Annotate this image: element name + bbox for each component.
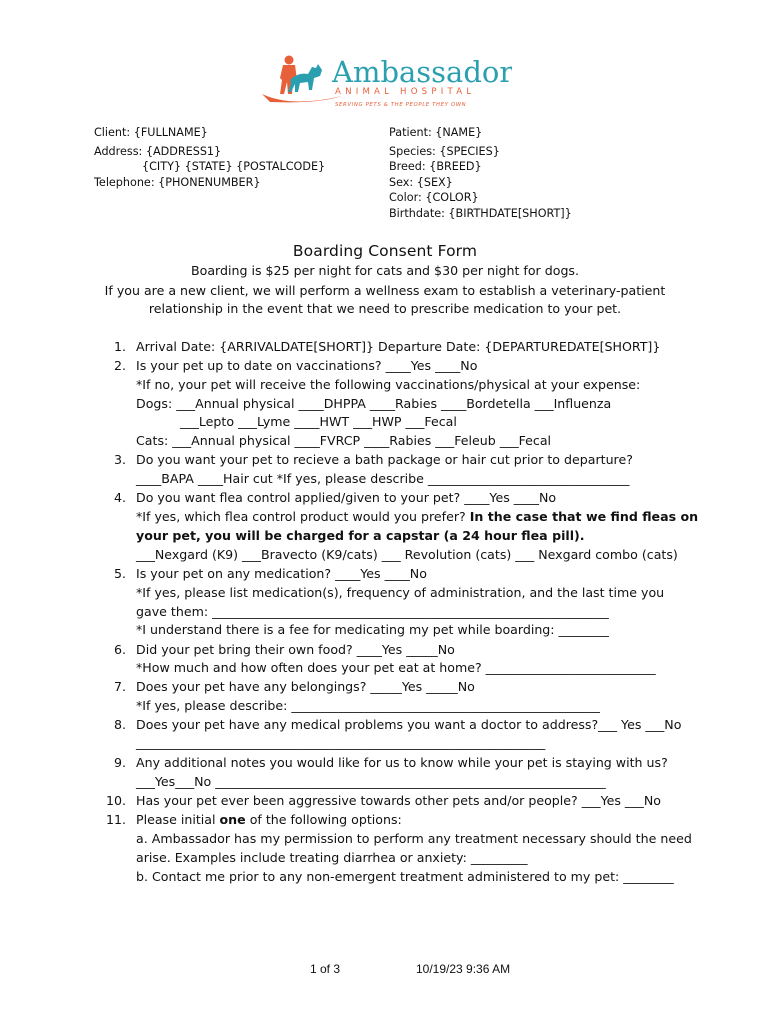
- question-6-note: *How much and how often does your pet eat at home? ___________________________: [136, 660, 656, 675]
- question-3-text: Do you want your pet to recieve a bath package or hair cut prior to departure?: [136, 452, 633, 467]
- hospital-logo: [262, 50, 512, 112]
- question-2-text: Is your pet up to date on vaccinations? ____Yes ____No: [136, 358, 478, 373]
- client-name: Client: {FULLNAME}: [94, 126, 208, 139]
- patient-color: Color: {COLOR}: [389, 191, 479, 205]
- logo-tagline-text: SERVING PETS & THE PEOPLE THEY OWN: [335, 102, 467, 108]
- question-5-gave: gave them: _______________________________________________________________: [136, 604, 609, 619]
- logo-name-text: Ambassador: [332, 55, 512, 89]
- question-11-text: [136, 811, 402, 830]
- patient-name: Patient: {NAME}: [389, 126, 483, 139]
- question-number: 1.: [113, 339, 126, 354]
- question-11-bold: one: [219, 812, 246, 827]
- question-4-text: Do you want flea control applied/given to your pet? ____Yes ____No: [136, 490, 557, 505]
- question-11-option-b: b. Contact me prior to any non-emergent treatment administered to my pet: ________: [136, 869, 674, 884]
- form-title: Boarding Consent Form: [292, 242, 478, 260]
- question-11-pre: Please initial: [136, 812, 220, 827]
- question-number: 4.: [113, 490, 126, 505]
- logo-subname-text: ANIMAL HOSPITAL: [335, 87, 476, 97]
- question-2-note: *If no, your pet will receive the following vaccinations/physical at your expense:: [136, 377, 641, 392]
- logo-graphic: [262, 50, 512, 112]
- patient-sex: Sex: {SEX}: [389, 175, 453, 189]
- question-number: 8.: [113, 717, 126, 732]
- intro-new-client: If you are a new client, we will perform a wellness exam to establish a veterinary-patient: [104, 283, 666, 298]
- question-number: 5.: [113, 566, 126, 581]
- question-11-option-a-cont: arise. Examples include treating diarrhea or anxiety: _________: [136, 850, 528, 865]
- swoosh-shape: [262, 94, 342, 102]
- question-number: 10.: [105, 793, 126, 808]
- client-info: [94, 125, 325, 190]
- question-number: 7.: [113, 679, 126, 694]
- question-number: 3.: [113, 452, 126, 467]
- question-2-dogs: Dogs: ___Annual physical ____DHPPA ____Rabies ____Bordetella ___Influenza: [136, 396, 612, 411]
- question-number: 9.: [113, 755, 126, 770]
- client-address: Address: {ADDRESS1}: [94, 144, 222, 158]
- patient-breed: Breed: {BREED}: [389, 160, 482, 174]
- question-4-products: ___Nexgard (K9) ___Bravecto (K9/cats) ___ Revolution (cats) ___ Nexgard combo (cats): [136, 547, 678, 562]
- question-11-option-a: a. Ambassador has my permission to perform any treatment necessary should the need: [136, 831, 692, 846]
- question-5-text: Is your pet on any medication? ____Yes ____No: [136, 566, 427, 581]
- question-4-note: [136, 508, 698, 527]
- person-head-shape: [285, 56, 294, 65]
- question-4-capstar: your pet, you will be charged for a capstar (a 24 hour flea pill).: [136, 528, 585, 543]
- page-number: 1 of 3: [310, 962, 341, 976]
- question-7-note: *If yes, please describe: _________________________________________________: [136, 698, 600, 713]
- question-2-cats: Cats: ___Annual physical ____FVRCP ____Rabies ___Feleub ___Fecal: [136, 433, 552, 448]
- question-9-text: Any additional notes you would like for us to know while your pet is staying with us?: [136, 755, 668, 770]
- question-5-note: *If yes, please list medication(s), frequency of administration, and the last time you: [136, 585, 665, 600]
- intro-relationship: relationship in the event that we need to prescribe medication to your pet.: [148, 301, 622, 316]
- question-3-options: ____BAPA ____Hair cut *If yes, please describe ________________________________: [136, 471, 630, 486]
- intro-pricing: Boarding is $25 per night for cats and $30 per night for dogs.: [190, 263, 579, 278]
- question-number: 11.: [105, 812, 126, 827]
- client-address-line2: {CITY} {STATE} {POSTALCODE}: [142, 160, 326, 174]
- question-4-note-text: *If yes, which flea control product would you prefer?: [136, 509, 470, 524]
- client-telephone: Telephone: {PHONENUMBER}: [94, 175, 261, 189]
- patient-birthdate: Birthdate: {BIRTHDATE[SHORT]}: [389, 206, 572, 220]
- question-5-fee: *I understand there is a fee for medicating my pet while boarding: ________: [136, 622, 609, 637]
- question-2-dogs-more: ___Lepto ___Lyme ____HWT ___HWP ___Fecal: [180, 414, 457, 429]
- print-timestamp: 10/19/23 9:36 AM: [416, 962, 511, 976]
- patient-species: Species: {SPECIES}: [389, 144, 500, 158]
- question-9-answer: ___Yes___No ______________________________________________________________: [136, 774, 606, 789]
- question-1-text: Arrival Date: {ARRIVALDATE[SHORT]} Departure Date: {DEPARTUREDATE[SHORT]}: [136, 339, 661, 354]
- patient-info: [389, 125, 572, 222]
- question-7-text: Does your pet have any belongings? _____Yes _____No: [136, 679, 475, 694]
- question-8-line: _________________________________________________________________: [136, 735, 546, 750]
- question-8-text: Does your pet have any medical problems you want a doctor to address?___ Yes ___No: [136, 717, 682, 732]
- question-number: 2.: [113, 358, 126, 373]
- question-10-text: Has your pet ever been aggressive towards other pets and/or people? ___Yes ___No: [136, 793, 661, 808]
- question-4-note-bold: In the case that we find fleas on: [469, 509, 699, 524]
- question-number: 6.: [113, 642, 126, 657]
- question-11-post: of the following options:: [245, 812, 402, 827]
- question-6-text: Did your pet bring their own food? ____Yes _____No: [136, 642, 455, 657]
